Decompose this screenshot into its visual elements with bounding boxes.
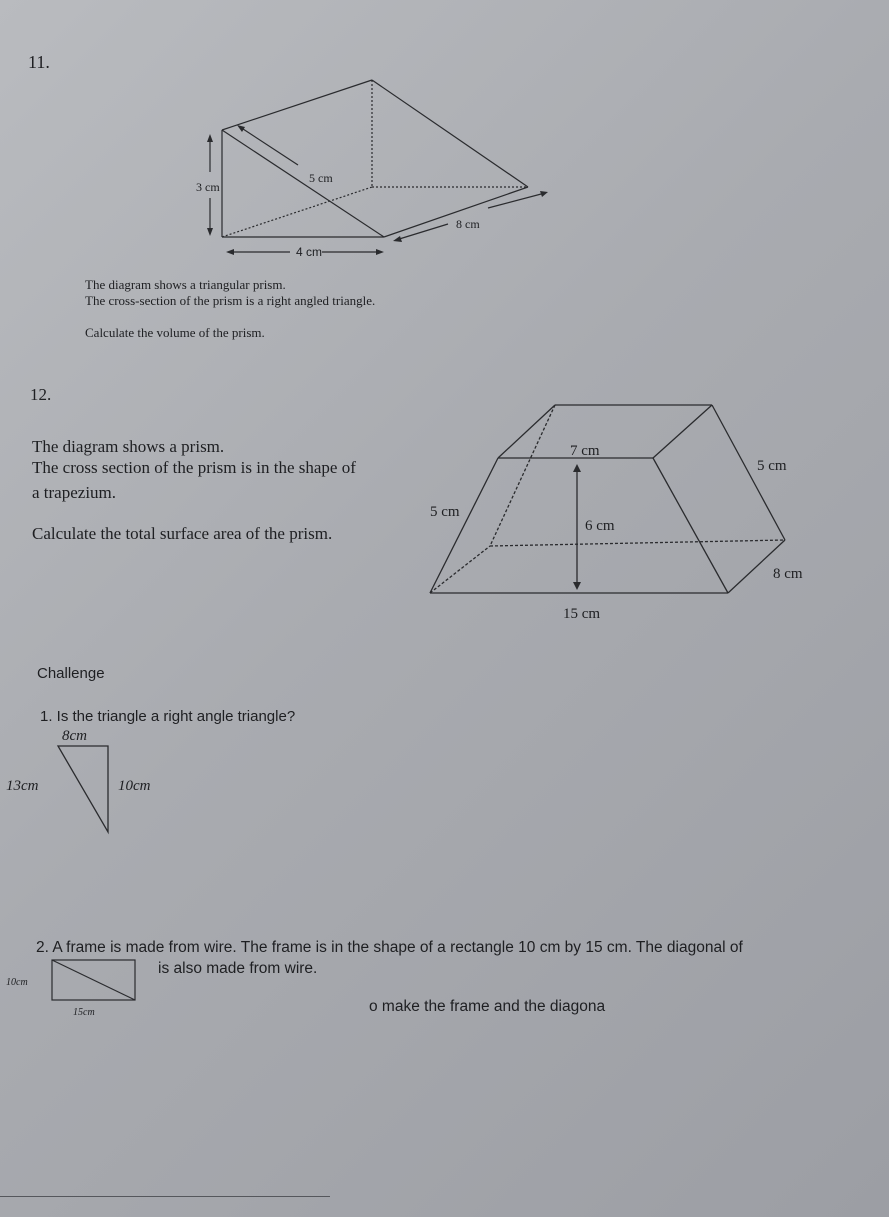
q12-task: Calculate the total surface area of the prism. — [32, 524, 333, 543]
challenge-q1-text: 1. Is the triangle a right angle triangle? — [40, 708, 296, 725]
challenge-q2-line-2: is also made from wire. — [158, 960, 318, 977]
challenge-q1-label-right: 10cm — [118, 778, 151, 794]
q11-label-length: 8 cm — [456, 217, 480, 231]
q12-description-2: The cross section of the prism is in the shape of — [32, 458, 356, 477]
q12-label-depth: 8 cm — [773, 566, 803, 582]
q12-label-height: 6 cm — [585, 518, 615, 534]
rectangle-frame-diagram — [0, 950, 200, 1030]
challenge-q2-label-bottom: 15cm — [73, 1007, 95, 1018]
q12-label-bottom: 15 cm — [563, 606, 601, 622]
q12-label-left-slant: 5 cm — [430, 504, 460, 520]
challenge-q1-label-top: 8cm — [62, 728, 87, 744]
challenge-q2-line-3: o make the frame and the diagona — [369, 998, 606, 1015]
q12-label-top: 7 cm — [570, 443, 600, 459]
q12-label-right-slant: 5 cm — [757, 458, 787, 474]
page-edge-line — [0, 1196, 330, 1197]
q11-label-hypotenuse: 5 cm — [309, 171, 333, 185]
q11-label-height: 3 cm — [196, 180, 220, 194]
q11-description-2: The cross-section of the prism is a right angled triangle. — [85, 293, 376, 308]
right-triangle-diagram — [0, 720, 200, 840]
q12-description-3: a trapezium. — [32, 483, 117, 502]
q11-number: 11. — [28, 52, 50, 72]
q12-description-1: The diagram shows a prism. — [32, 437, 225, 456]
challenge-q1-label-left: 13cm — [6, 778, 39, 794]
q11-description-1: The diagram shows a triangular prism. — [85, 277, 286, 292]
q11-label-base: 4 cm — [296, 245, 323, 259]
challenge-q2-line-1: 2. A frame is made from wire. The frame is in the shape of a rectangle 10 cm by 15 cm. The diagonal of — [36, 939, 743, 956]
q11-task: Calculate the volume of the prism. — [85, 325, 265, 340]
challenge-q2-label-side: 10cm — [6, 977, 28, 988]
challenge-title: Challenge — [37, 665, 105, 682]
q12-number: 12. — [30, 385, 52, 404]
